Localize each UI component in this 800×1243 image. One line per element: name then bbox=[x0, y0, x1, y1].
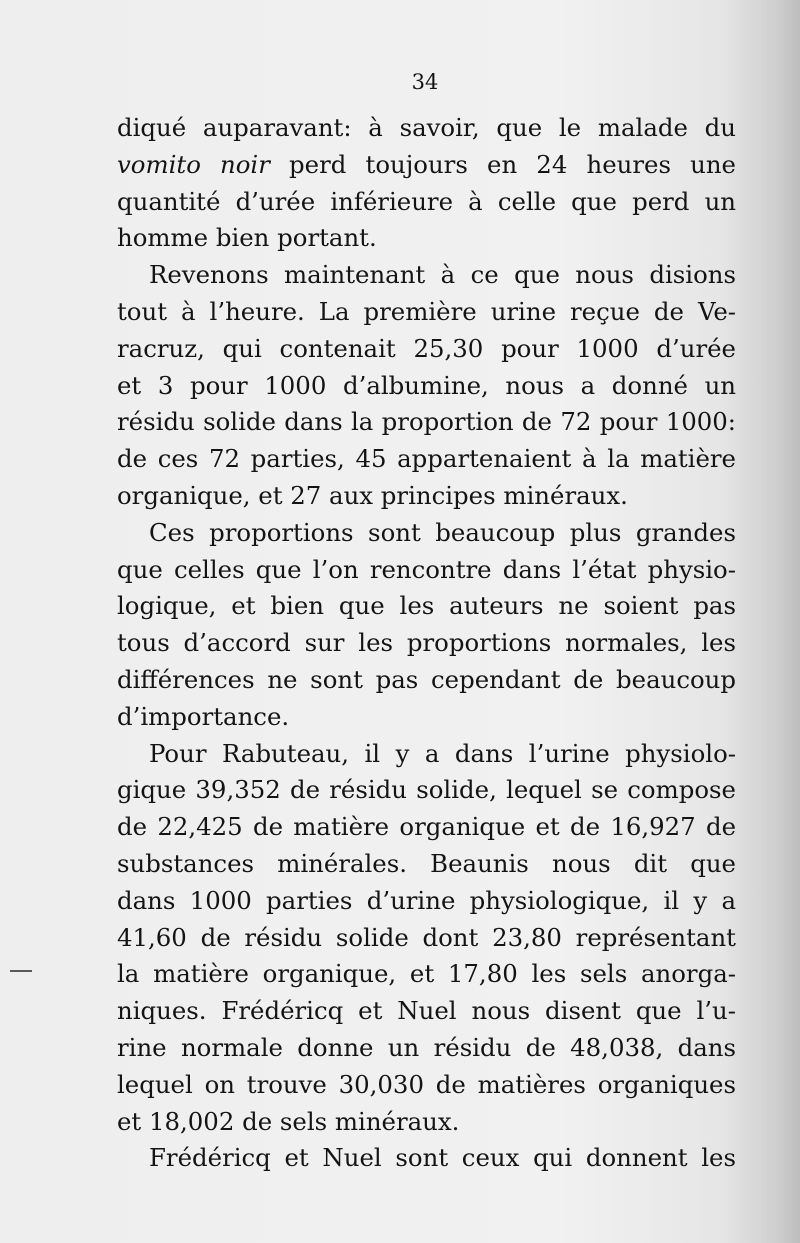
text-line: tous d’accord sur les proportions normales, les bbox=[117, 628, 736, 658]
text-line: rine normale donne un résidu de 48,038, dans bbox=[117, 1032, 736, 1062]
text-line: racruz, qui contenait 25,30 pour 1000 d’urée bbox=[117, 333, 736, 363]
text-line: diqué auparavant: à savoir, que le malade du bbox=[117, 113, 736, 142]
text-line: lequel on trouve 30,030 de matières organiques bbox=[117, 1069, 736, 1099]
text-line: et 18,002 de sels minéraux. bbox=[117, 1106, 460, 1136]
text-line: et 3 pour 1000 d’albumine, nous a donné un bbox=[117, 370, 736, 400]
text-line: homme bien portant. bbox=[117, 223, 377, 253]
text-line: Revenons maintenant à ce que nous disions bbox=[149, 260, 736, 290]
page-number: 34 bbox=[411, 70, 439, 94]
margin-mark bbox=[10, 970, 32, 972]
text-line: quantité d’urée inférieure à celle que perd un bbox=[117, 186, 736, 216]
text-line: gique 39,352 de résidu solide, lequel se compose bbox=[117, 775, 736, 805]
text-line: niques. Frédéricq et Nuel nous disent que l’u- bbox=[117, 996, 736, 1026]
text-line: Pour Rabuteau, il y a dans l’urine physiolo- bbox=[149, 738, 736, 768]
text-line: différences ne sont pas cependant de beaucoup bbox=[117, 664, 736, 694]
text-line: organique, et 27 aux principes minéraux. bbox=[117, 480, 628, 510]
text-line: la matière organique, et 17,80 les sels anorga- bbox=[117, 959, 736, 989]
body-text bbox=[117, 110, 736, 1177]
text-line: tout à l’heure. La première urine reçue de Ve- bbox=[117, 296, 736, 326]
text-line: logique, et bien que les auteurs ne soient pas bbox=[117, 591, 736, 621]
text-line: 41,60 de résidu solide dont 23,80 représentant bbox=[117, 922, 736, 952]
text-line: dans 1000 parties d’urine physiologique, il y a bbox=[117, 885, 736, 915]
italic-term: vomito noir bbox=[117, 149, 270, 179]
text-line: de 22,425 de matière organique et de 16,927 de bbox=[117, 812, 736, 842]
text-line: résidu solide dans la proportion de 72 pour 1000: bbox=[117, 407, 736, 437]
text-line: de ces 72 parties, 45 appartenaient à la matière bbox=[117, 444, 736, 474]
text-line: d’importance. bbox=[117, 701, 290, 731]
text-line: vomito noir perd toujours en 24 heures une bbox=[117, 149, 736, 179]
text-line: substances minérales. Beaunis nous dit que bbox=[117, 848, 736, 878]
text-line: que celles que l’on rencontre dans l’état physio- bbox=[117, 554, 736, 584]
text-line: Ces proportions sont beaucoup plus grandes bbox=[149, 517, 736, 547]
text-line: Frédéricq et Nuel sont ceux qui donnent les bbox=[149, 1143, 736, 1173]
